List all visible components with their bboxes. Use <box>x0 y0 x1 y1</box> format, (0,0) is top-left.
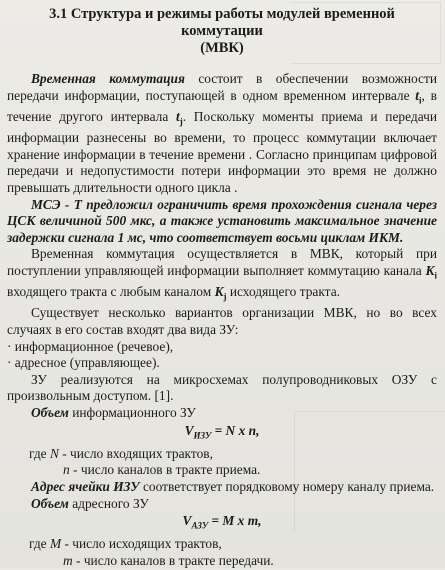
bleed-through-diagram <box>290 2 441 64</box>
paragraph-mvk: Временная коммутация осуществляется в МВК, который при поступлении управляющей информации выполняет коммутацию канала $K_i$ входящего тракта с любым каналом $K_j$ исходящего тракта. <box>7 246 437 302</box>
bleed-through-diagram-bottom <box>294 411 445 532</box>
paragraph-variants: Существует несколько вариантов организации МВК, но во всех случаях в его состав входят два вида ЗУ: <box>7 305 437 337</box>
section-title-line-1: 3.1 Структура и режимы работы модулей временной коммутации <box>49 6 395 39</box>
section-title-line-2: (МВК) <box>200 40 244 56</box>
term-time-switching: Временная коммутация <box>31 71 185 86</box>
paragraph-address-volume: Объем адресного ЗУ <box>31 495 149 511</box>
formula-info-where-1: где N - число входящих трактов, <box>29 445 213 461</box>
paragraph-memory-chips: ЗУ реализуются на микросхемах полупроводниковых ОЗУ с произвольным доступом. [1]. <box>7 371 437 404</box>
formula-address-where-2: m - число каналов в тракте передачи. <box>63 553 274 569</box>
formula-address-volume: $V_{АЗУ} = M$ x m, <box>182 513 262 531</box>
formula-info-where-2: n - число каналов в тракте приема. <box>63 462 261 478</box>
formula-info-volume: $V_{ИЗУ} = N$ x n, <box>184 422 260 441</box>
paragraph-time-switching: Временная коммутация состоит в обеспечении возможности передачи информации, поступающей в одном временном интервале $t_i$, в течение другого интервала $t_j$. Поскольку моменты приема и передачи информации разнесены во времени, то процесс коммутации включает хранение информации в течение времени . Согласно принципам цифровой передачи и недопустимости потери информации это время не должно превышать длительности одного цикла . <box>7 71 438 195</box>
list-item-address: · адресное (управляющее). <box>7 355 160 371</box>
paragraph-cell-address: Адрес ячейки ИЗУ соответствует порядковому номеру каналу приема. <box>31 479 435 495</box>
formula-address-where-1: где M - число исходящих трактов, <box>29 536 222 552</box>
paragraph-info-volume: Объем информационного ЗУ <box>31 404 196 420</box>
list-item-informational: · информационное (речевое), <box>7 338 174 354</box>
paragraph-itu-proposal: МСЭ - Т предложил ограничить время прохождения сигнала через ЦСК величиной 500 мкс, а также установить максимальное значение задержки сигнала 1 мс, что соответствует восьми циклам ИКМ. <box>7 196 437 245</box>
